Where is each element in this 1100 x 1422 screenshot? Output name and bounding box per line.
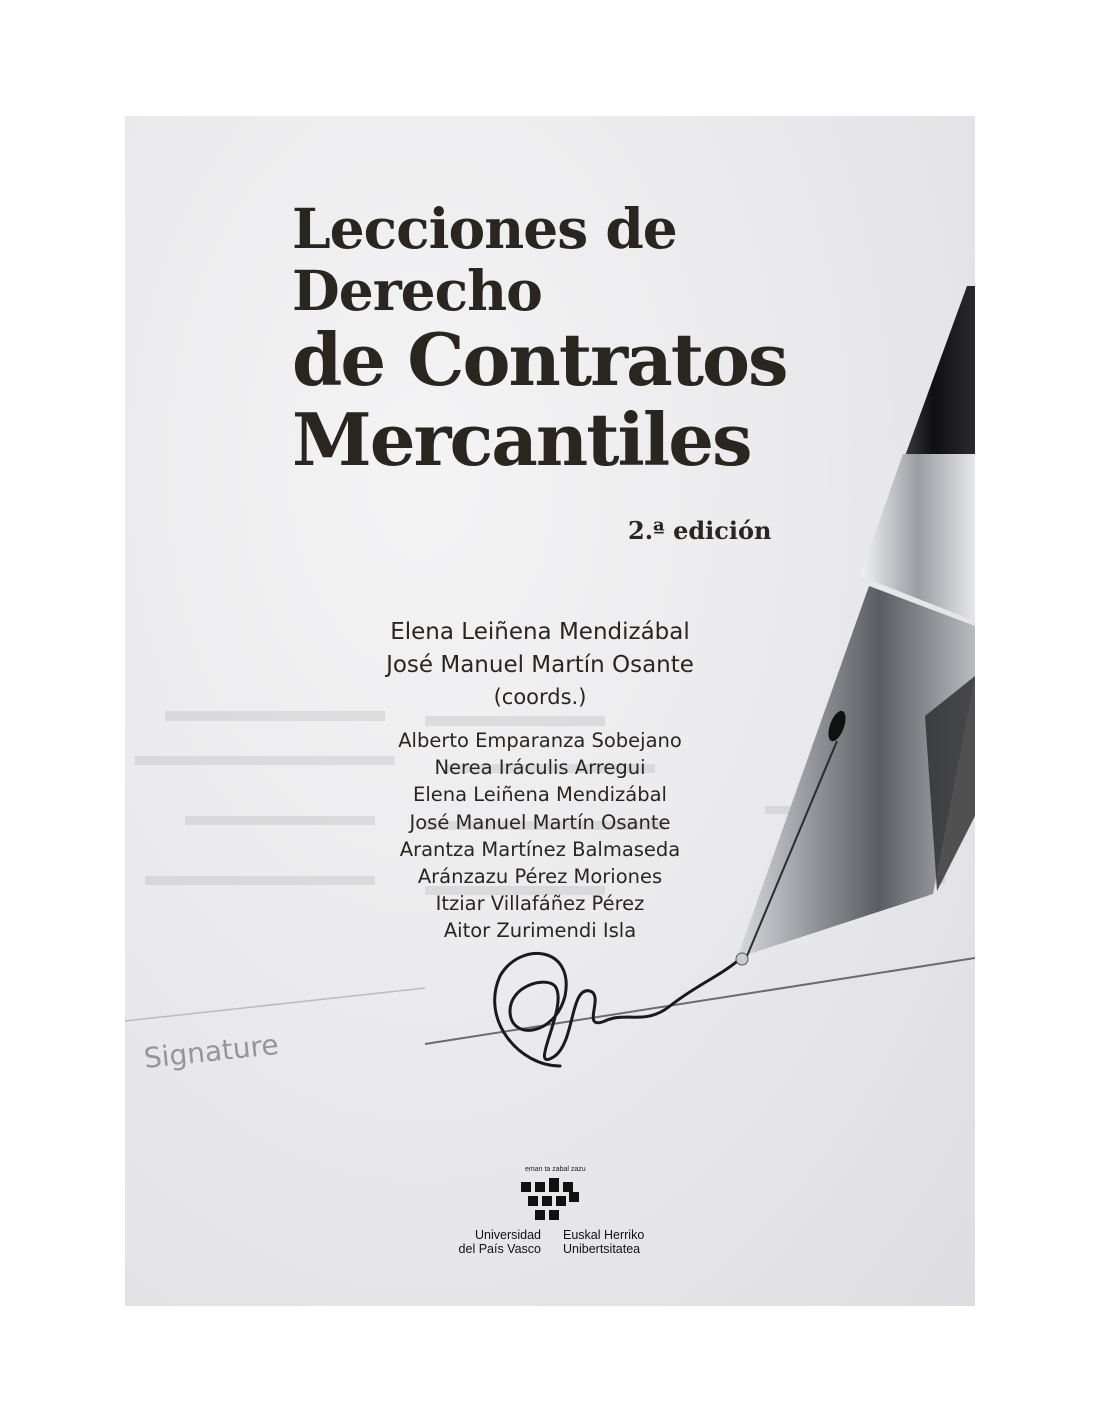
author-name: Aránzazu Pérez Moriones — [417, 865, 663, 889]
signature-printed-label: Signature — [142, 1028, 281, 1075]
publisher-name-eu-line-1: Euskal Herriko — [563, 1228, 645, 1242]
title-line-3: de Contratos — [292, 317, 787, 402]
signature-line — [425, 958, 975, 1044]
edition-label: 2.ª edición — [628, 516, 772, 545]
handwritten-signature — [495, 953, 740, 1066]
publisher-name-es — [445, 1228, 541, 1256]
title-line-2: Derecho — [292, 258, 542, 323]
upv-ehu-emblem-icon — [521, 1178, 581, 1222]
author-name: Alberto Emparanza Sobejano — [398, 729, 682, 752]
publisher-name-es-line-1: Universidad — [474, 1228, 541, 1242]
book-title — [292, 198, 787, 480]
publisher-name-eu — [563, 1228, 673, 1256]
title-line-4: Mercantiles — [292, 397, 751, 482]
author-name: José Manuel Martín Osante — [409, 810, 671, 834]
authors-list — [315, 727, 765, 945]
coordinator-name: José Manuel Martín Osante — [386, 652, 694, 678]
coordinator-name: Elena Leiñena Mendizábal — [390, 619, 690, 645]
coordinators-label: (coords.) — [493, 685, 587, 709]
author-name: Elena Leiñena Mendizábal — [413, 783, 667, 807]
author-name: Itziar Villafáñez Pérez — [435, 892, 645, 916]
publisher-name-es-line-2: del País Vasco — [458, 1242, 541, 1256]
publisher-motto: eman ta zabal zazu — [525, 1166, 586, 1173]
author-name: Aitor Zurimendi Isla — [443, 919, 637, 943]
book-cover — [125, 116, 975, 1306]
publisher-name-eu-line-2: Unibertsitatea — [563, 1242, 641, 1256]
publisher-logo — [445, 1166, 655, 1266]
author-name: Nerea Iráculis Arregui — [434, 756, 646, 780]
title-line-1: Lecciones de — [292, 196, 677, 261]
coordinators-block — [315, 616, 765, 712]
author-name: Arantza Martínez Balmaseda — [399, 837, 681, 861]
